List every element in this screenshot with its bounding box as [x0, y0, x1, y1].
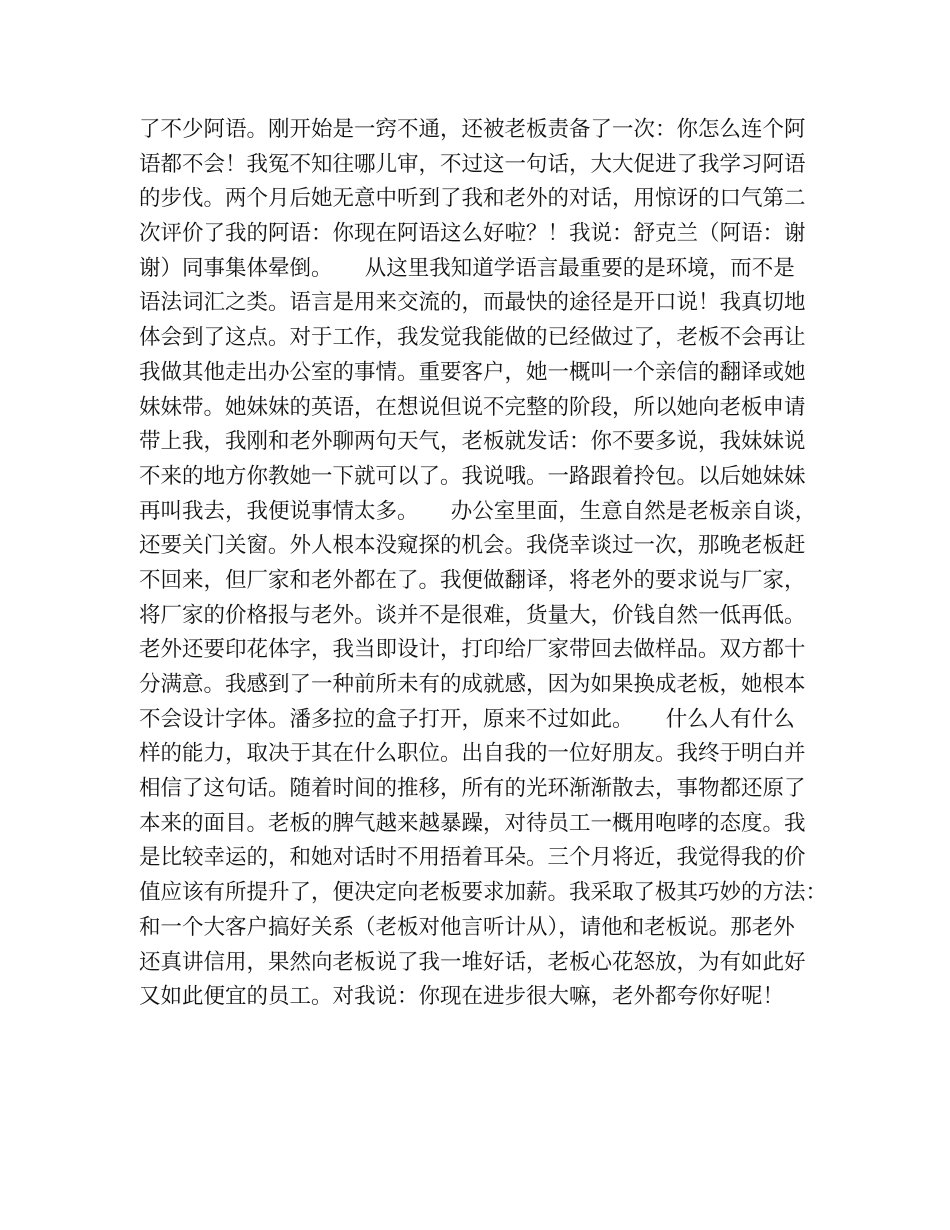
- text-line: 不会设计字体。潘多拉的盒子打开，原来不过如此。 什么人有什么: [139, 706, 795, 732]
- text-line: 本来的面目。老板的脾气越来越暴躁，对待员工一概用咆哮的态度。我: [139, 810, 806, 836]
- text-line: 还要关门关窗。外人根本没窥探的机会。我侥幸谈过一次，那晚老板赶: [139, 533, 806, 559]
- text-line: 又如此便宜的员工。对我说：你现在进步很大嘛，老外都夸你好呢！: [139, 984, 785, 1010]
- text-line: 相信了这句话。随着时间的推移，所有的光环渐渐散去，事物都还原了: [139, 776, 806, 802]
- text-line: 妹妹带。她妹妹的英语，在想说但说不完整的阶段，所以她向老板申请: [139, 394, 806, 420]
- text-line: 带上我，我刚和老外聊两句天气，老板就发话：你不要多说，我妹妹说: [139, 429, 806, 455]
- text-line: 谢）同事集体晕倒。 从这里我知道学语言最重要的是环境，而不是: [139, 255, 795, 281]
- text-line: 值应该有所提升了，便决定向老板要求加薪。我采取了极其巧妙的方法：: [139, 880, 828, 906]
- text-line: 语法词汇之类。语言是用来交流的，而最快的途径是开口说！我真切地: [139, 290, 806, 316]
- text-line: 是比较幸运的，和她对话时不用捂着耳朵。三个月将近，我觉得我的价: [139, 845, 806, 871]
- text-line: 样的能力，取决于其在什么职位。出自我的一位好朋友。我终于明白并: [139, 741, 806, 767]
- text-line: 语都不会！我冤不知往哪儿审，不过这一句话，大大促进了我学习阿语: [139, 151, 806, 177]
- text-line: 的步伐。两个月后她无意中听到了我和老外的对话，用惊讶的口气第二: [139, 186, 806, 212]
- text-line: 不回来，但厂家和老外都在了。我便做翻译，将老外的要求说与厂家，: [139, 567, 806, 593]
- text-line: 体会到了这点。对于工作，我发觉我能做的已经做过了，老板不会再让: [139, 325, 806, 351]
- text-line: 次评价了我的阿语：你现在阿语这么好啦？！我说：舒克兰（阿语：谢: [139, 221, 806, 247]
- text-line: 我做其他走出办公室的事情。重要客户，她一概叫一个亲信的翻译或她: [139, 359, 806, 385]
- text-line: 和一个大客户搞好关系（老板对他言听计从），请他和老板说。那老外: [139, 914, 795, 940]
- body-text: [139, 113, 828, 1015]
- text-line: 不来的地方你教她一下就可以了。我说哦。一路跟着拎包。以后她妹妹: [139, 463, 806, 489]
- text-line: 还真讲信用，果然向老板说了我一堆好话，老板心花怒放，为有如此好: [139, 949, 806, 975]
- text-line: 分满意。我感到了一种前所未有的成就感，因为如果换成老板，她根本: [139, 672, 806, 697]
- text-line: 再叫我去，我便说事情太多。 办公室里面，生意自然是老板亲自谈，: [139, 498, 817, 524]
- text-line: 了不少阿语。刚开始是一窍不通，还被老板责备了一次：你怎么连个阿: [139, 117, 806, 142]
- text-line: 将厂家的价格报与老外。谈并不是很难，货量大，价钱自然一低再低。: [139, 602, 806, 628]
- text-line: 老外还要印花体字，我当即设计，打印给厂家带回去做样品。双方都十: [139, 637, 806, 663]
